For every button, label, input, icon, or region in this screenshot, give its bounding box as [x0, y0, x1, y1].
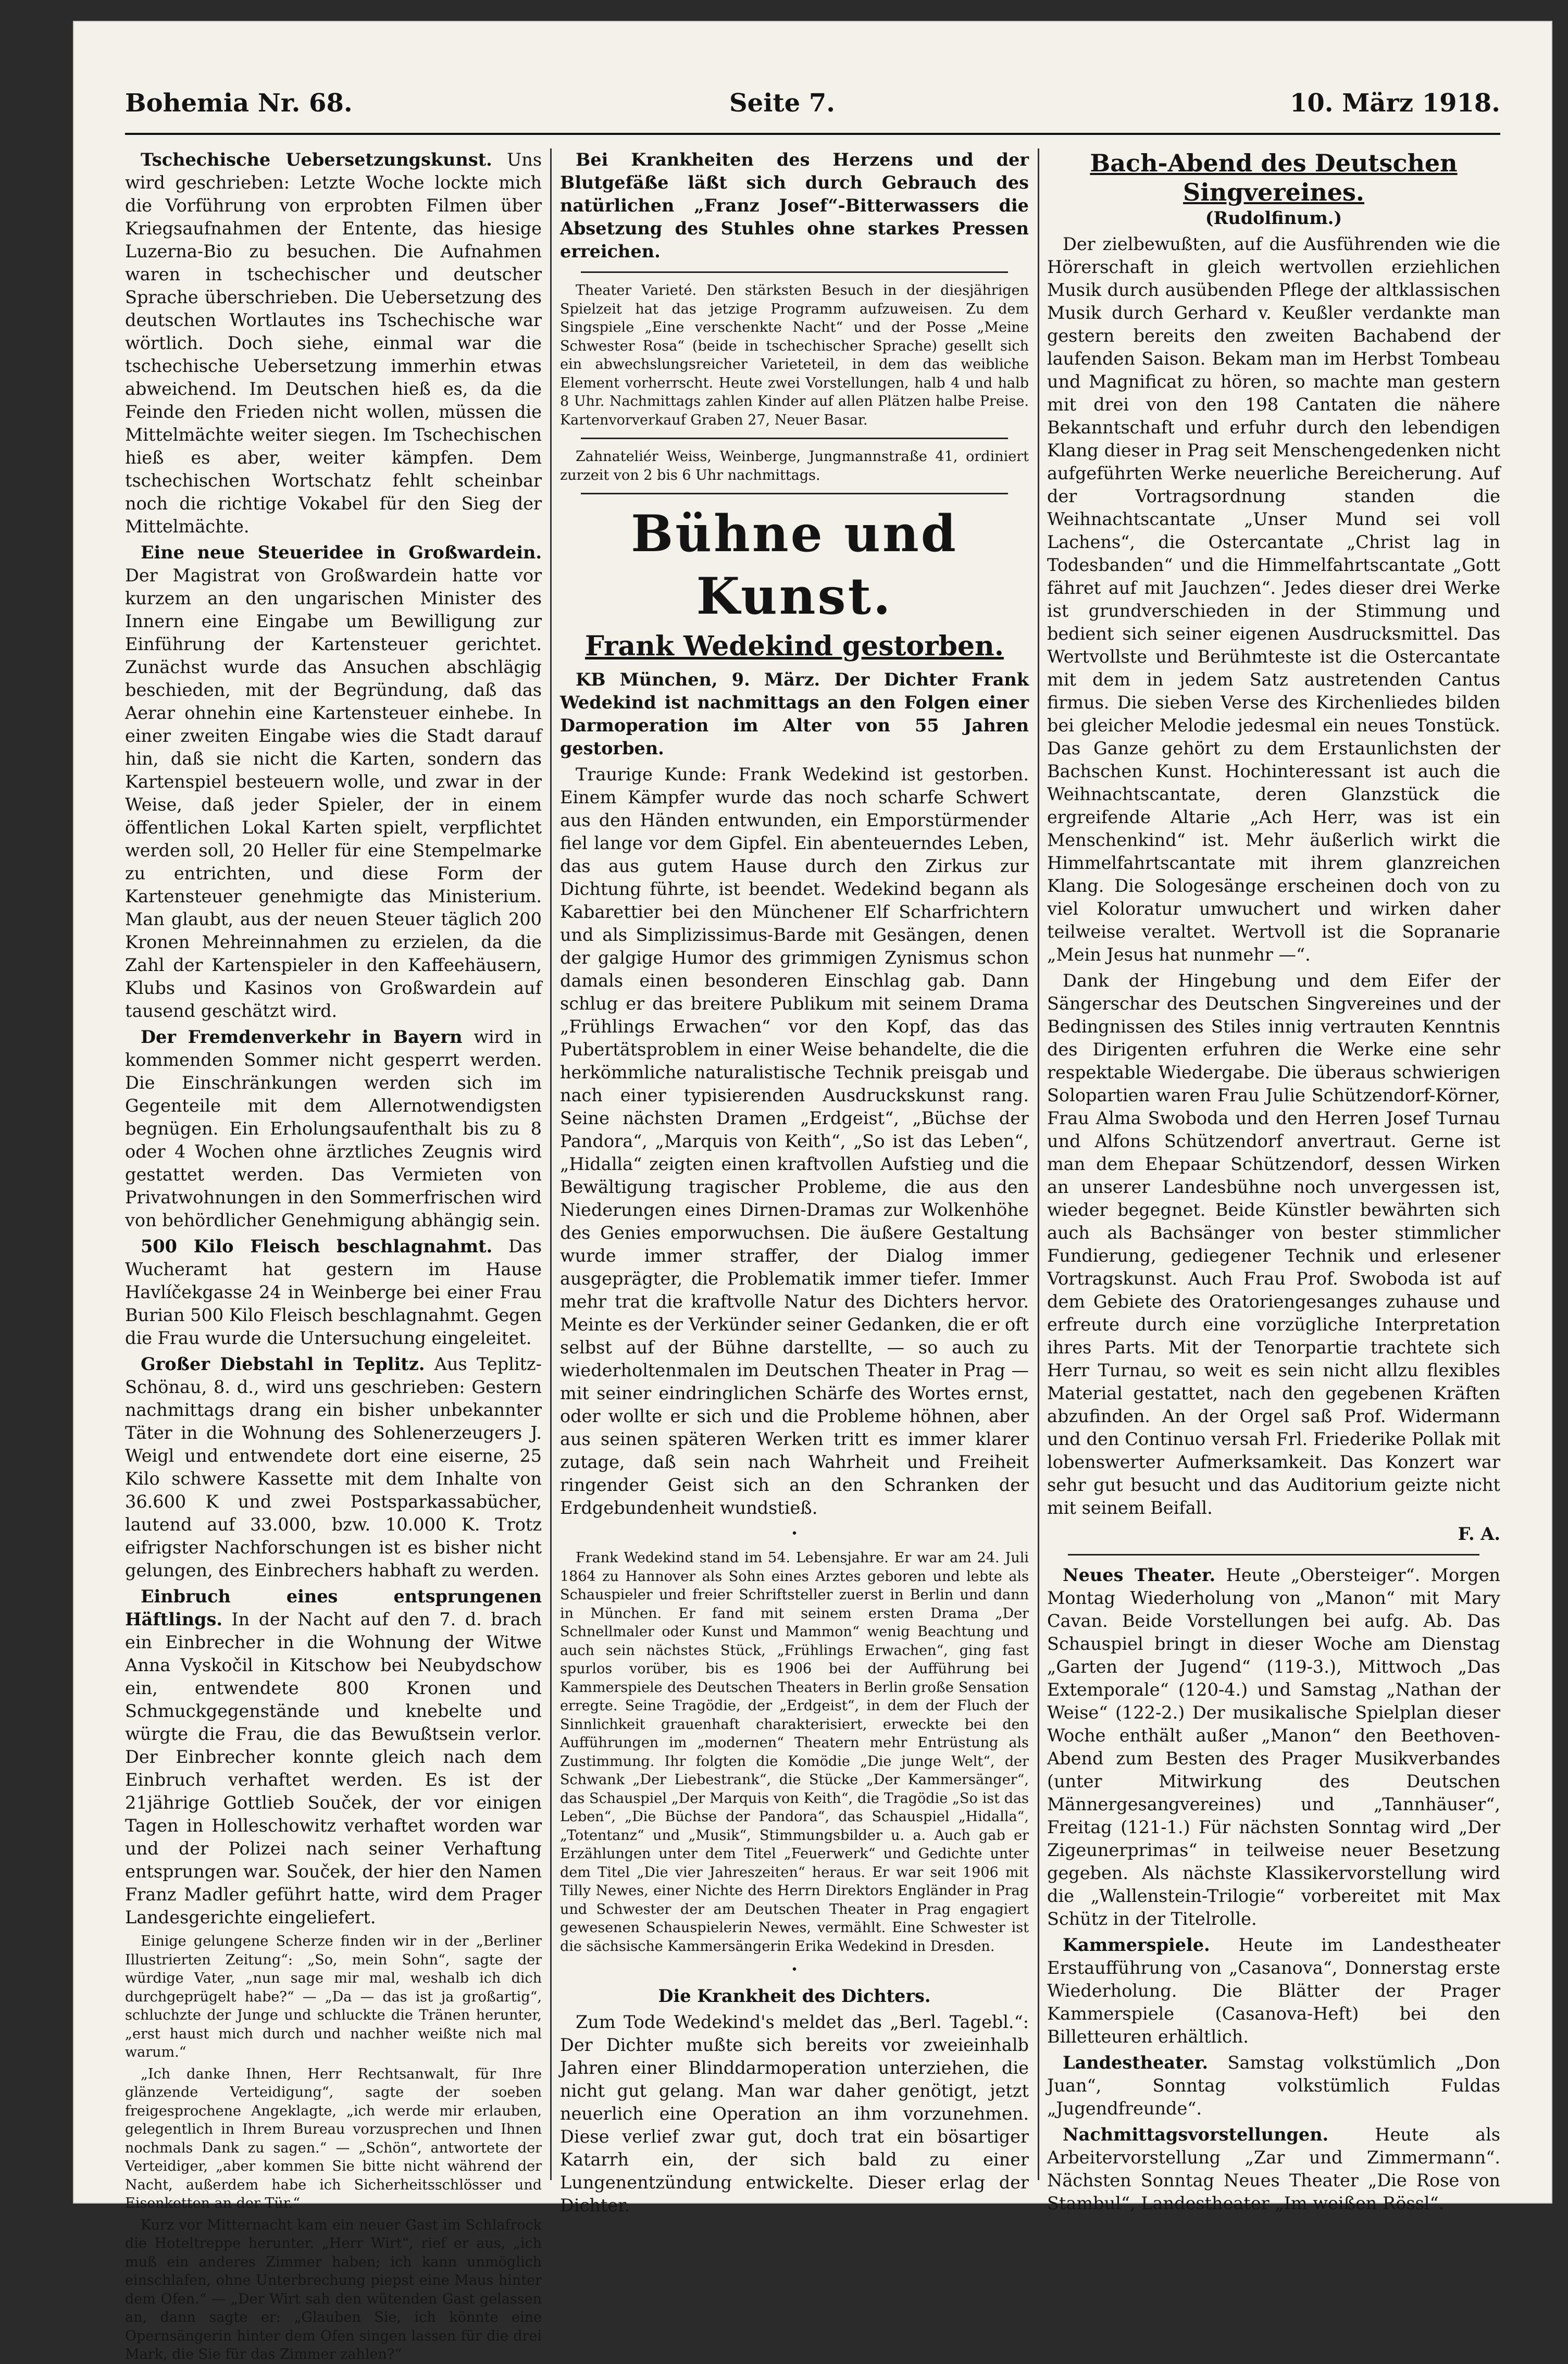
article-body: Uns wird geschrieben: Letzte Woche lockte mich die Vorführung von erprobten Filmen über Kriegsaufnahmen der Entente, das hiesige Luzerna-Bio zu besuchen. Die Aufnahmen waren in tschechischer und deutscher Sprache überschrieben. Die Uebersetzung des deutschen Wortlautes ins Tschechische war wörtlich. Doch siehe, einmal war die tschechische Uebersetzung immerhin etwas abweichend. Im Deutschen hieß es, da die Feinde den Frieden nicht wollen, müssen die Mittelmächte weiter siegen. Im Tschechischen hieß es aber, weiter kämpfen. Dem tschechischen Wortschatz fehlt scheinbar noch die richtige Vokabel für den Sieg der Mittelmächte.	[125, 150, 542, 537]
article-title: Eine neue Steueridee in Großwardein.	[141, 542, 542, 563]
header-publication: Bohemia Nr. 68.	[125, 89, 353, 118]
article	[125, 1235, 542, 1350]
article-title: 500 Kilo Fleisch beschlagnahmt.	[141, 1236, 493, 1256]
article-body: Dank der Hingebung und dem Eifer der Sängerschar des Deutschen Singvereines und der Bedingnissen des Stiles innig vertrauten Kenntnis des Dirigenten erfuhren die Werke eine sehr respektable Wiedergabe. Die überaus schwierigen Solopartien waren Frau Julie Schützendorf-Körner, Frau Alma Swoboda und den Herren Josef Turnau und Alfons Schützendorf anvertraut. Gerne ist man dem Ehepaar Schützendorf, dessen Wirken an unserer Landesbühne noch unvergessen ist, wieder begegnet. Beide Künstler bewährten sich auch als Bachsänger von bester stimmlicher Fundierung, gediegener Technik und erlesener Vortragskunst. Auch Frau Prof. Swoboda ist auf dem Gebiete des Oratoriengesanges zuhause und erfreute durch eine vorzügliche Interpretation ihres Parts. Mit der Tenorpartie trachtete sich Herr Turnau, so weit es sein nicht allzu flexibles Material gestattet, nach den gegebenen Kräften abzufinden. An der Orgel saß Prof. Widermann und den Continuo versah Frl. Friederike Pollak mit lobenswerter Aufmerksamkeit. Das Konzert war sehr gut besucht und das Auditorium geizte nicht mit seinem Beifall.	[1047, 971, 1500, 1518]
article	[125, 148, 542, 538]
article	[125, 1585, 542, 1929]
article-body: Der Magistrat von Großwardein hatte vor kurzem an den ungarischen Minister des Innern eine Eingabe um Bewilligung zur Einführung der Kartensteuer gerichtet. Zunächst wurde das Ansuchen abschlägig beschieden, mit der Begründung, daß das Aerar ohnehin eine Kartensteuer einhebe. In einer zweiten Eingabe wies die Stadt darauf hin, daß sie nicht die Karten, sondern das Kartenspiel besteuern wolle, und zwar in der Weise, daß jeder Spieler, der in einem öffentlichen Lokal Karten spielt, verpflichtet werden soll, 20 Heller für eine Stempelmarke zu entrichten, und diese Form der Kartensteuer genehmigte das Ministerium. Man glaubt, aus der neuen Steuer täglich 200 Kronen Mehreinnahmen zu erzielen, da die Zahl der Kartenspieler in den Kaffeehäusern, Klubs und Kasinos von Großwardein auf tausend geschätzt wird.	[125, 565, 542, 1021]
article-body: Traurige Kunde: Frank Wedekind ist gestorben. Einem Kämpfer wurde das noch scharfe Schwert aus den Händen entwunden, ein Emporstürmender fiel lange vor dem Gipfel. Ein abenteuerndes Leben, das aus gutem Hause durch den Zirkus zur Dichtung führte, ist beendet. Wedekind begann als Kabarettier bei den Münchener Elf Scharfrichtern und als Simplizissimus-Barde mit Gesängen, denen der galgige Humor des grimmigen Zynismus schon damals einen besonderen Einschlag gab. Dann schlug er das breitere Publikum mit seinem Drama „Frühlings Erwachen“ vor den Kopf, das das Pubertätsproblem in einer Weise behandelte, die die herkömmliche naturalistische Technik preisgab und nach einer typisierenden Ausdruckskunst rang. Seine nächsten Dramen „Erdgeist“, „Büchse der Pandora“, „Marquis von Keith“, „So ist das Leben“, „Hidalla“ zeigten einen kraftvollen Aufstieg und die Bewältigung tragischer Probleme, die aus den Niederungen eines Dirnen-Dramas zur Wolkenhöhe des Genies emporwuchsen. Die äußere Gestaltung wurde immer straffer, der Dialog immer ausgeprägter, die Problematik immer tiefer. Immer mehr trat die kraftvolle Natur des Dichters hervor. Meinte es der Verkünder seiner Gedanken, die er oft selbst auf der Bühne darstellte, — so auch zu wiederholtenmalen im Deutschen Theater in Prag — mit seiner eindringlichen Schärfe des Wortes ernst, oder wollte er sich und die Probleme höhnen, aber aus seinen späteren Werken tritt es immer klarer zutage, daß sein nach Wahrheit und Freiheit ringender Geist sich an den Schranken der Erdgebundenheit wundstieß.	[560, 764, 1029, 1518]
column-divider	[1038, 148, 1039, 2180]
notice-title: Nachmittagsvorstellungen.	[1063, 2124, 1329, 2145]
header-page-number: Seite 7.	[729, 89, 835, 118]
article-headline: Frank Wedekind gestorben.	[585, 630, 1004, 662]
advertisement: Theater Varieté. Den stärksten Besuch in der diesjährigen Spielzeit hat das jetzige Programm aufzuweisen. Zu dem Singspiele „Eine verschenkte Nacht“ und der Posse „Meine Schwester Rosa“ (beide in tschechischer Sprache) gesellt sich ein abwechslungsreicher Varieteteil, in dem das weibliche Element vorherrscht. Heute zwei Vorstellungen, halb 4 und halb 8 Uhr. Nachmittags zahlen Kinder auf allen Plätzen halbe Preise. Kartenvorverkauf Graben 27, Neuer Basar.	[560, 282, 1029, 428]
article-body: Zum Tode Wedekind's meldet das „Berl. Tagebl.“: Der Dichter mußte sich bereits vor zweieinhalb Jahren einer Blinddarmoperation unterziehen, die nicht gut gelang. Man war daher genötigt, jetzt neuerlich eine Operation an ihm vorzunehmen. Diese verlief zwar gut, doch trat ein bösartiger Katarrh ein, der sich bald zu einer Lungenentzündung entwickelte. Dieser erlag der Dichter.	[560, 2012, 1029, 2216]
notice-title: Kammerspiele.	[1063, 1935, 1210, 1955]
separator-mark: •	[791, 1963, 798, 1976]
article-subheading: (Rudolfinum.)	[1205, 208, 1342, 228]
news-dispatch: KB München, 9. März. Der Dichter Frank Wedekind ist nachmittags an den Folgen einer Darmoperation im Alter von 55 Jahren gestorben.	[560, 669, 1029, 758]
header-rule	[125, 133, 1500, 135]
article-title: Tschechische Uebersetzungskunst.	[141, 150, 492, 170]
advertisement: Bei Krankheiten des Herzens und der Blutgefäße läßt sich durch Gebrauch des natürlichen „Franz Josef“-Bitterwassers die Absetzung des Stuhles ohne starkes Pressen erreichen.	[560, 150, 1029, 262]
article-title: Einbruch eines entsprungenen Häftlings.	[125, 1586, 542, 1629]
notice-body: Heute im Landestheater Erstaufführung von „Casanova“, Donnerstag erste Wiederholung. Die Blätter der Prager Kammerspiele (Casanova-Heft) bei den Billetteuren erhältlich.	[1047, 1935, 1500, 2047]
theater-notice	[1047, 1934, 1500, 2048]
joke-item: Einige gelungene Scherze finden wir in der „Berliner Illustrierten Zeitung“: „So, mein Sohn“, sagte der würdige Vater, „nun sage mir mal, weshalb ich dich durchgeprügelt habe?“ — „Da — das ist ja großartig“, schluchzte der Junge und schluckte die Tränen herunter, „erst haust mich durch und nachher weißte nich mal warum.“	[125, 1933, 542, 2060]
divider-rule	[581, 493, 1008, 494]
divider-rule	[581, 271, 1008, 273]
article-headline: Die Krankheit des Dichters.	[658, 1986, 931, 2006]
article-title: Der Fremdenverkehr in Bayern	[141, 1027, 463, 1047]
author-signature: F. A.	[1458, 1524, 1500, 1544]
article-body: wird in kommenden Sommer nicht gesperrt werden. Die Einschränkungen werden sich im Gegenteile mit dem Allernotwendigsten begnügen. Ein Erholungsaufenthalt bis zu 8 oder 4 Wochen ohne ärztliches Zeugnis wird gestattet werden. Das Vermieten von Privatwohnungen in den Sommerfrischen wird von behördlicher Genehmigung abhängig sein.	[125, 1027, 542, 1230]
article	[125, 541, 542, 1023]
article-body: In der Nacht auf den 7. d. brach ein Einbrecher in die Wohnung der Witwe Anna Vyskočil in Kitschow bei Neubydschow ein, entwendete 800 Kronen und Schmuckgegenstände und knebelte und würgte die Frau, die das Bewußtsein verlor. Der Einbrecher konnte gleich nach dem Einbruch verhaftet werden. Es ist der 21jährige Gottlieb Souček, der vor einigen Tagen in Holleschowitz verhaftet worden war und der Polizei nach seiner Verhaftung entsprungen war. Souček, der hier den Namen Franz Madler geführt hatte, wird dem Prager Landesgerichte eingeliefert.	[125, 1609, 542, 1927]
notice-body: Heute „Obersteiger“. Morgen Montag Wiederholung von „Manon“ mit Mary Cavan. Beide Vorstellungen bei aufg. Ab. Das Schauspiel bringt in dieser Woche am Dienstag „Garten der Jugend“ (119-3.), Mittwoch „Das Extemporale“ (120-4.) und Samstag „Nathan der Weise“ (122-2.) Der musikalische Spielplan dieser Woche enthält außer „Manon“ den Beethoven-Abend zum Besten des Prager Musikverbandes (unter Mitwirkung des Deutschen Männergesangvereines) und „Tannhäuser“, Freitag (121-1.) Für nächsten Sonntag wird „Der Zigeunerprimas“ in teilweise neuer Besetzung gegeben. Als nächste Klassikervorstellung wird die „Wallenstein-Trilogie“ vorbereitet mit Max Schütz in der Titelrolle.	[1047, 1565, 1501, 1929]
column-divider	[550, 148, 552, 2180]
notice-title: Landestheater.	[1063, 2052, 1209, 2073]
column-left	[125, 148, 542, 2362]
biography: Frank Wedekind stand im 54. Lebensjahre. Er war am 24. Juli 1864 zu Hannover als Sohn eines Arztes geboren und lebte als Schauspieler und freier Schriftsteller zuerst in Berlin und dann in München. Er fand mit seinem ersten Drama „Der Schnellmaler oder Kunst und Mammon“ wenig Beachtung und auch sein nächstes Stück, „Frühlings Erwachen“, ging fast spurlos vorüber, bis es 1906 bei der Aufführung bei Kammerspiele des Deutschen Theaters in Berlin große Sensation erregte. Seine Tragödie, der „Erdgeist“, in dem der Fluch der Sinnlichkeit grauenhaft charakterisiert, erweckte bei den Aufführungen im „modernen“ Theatern mehr Entrüstung als Zustimmung. Ihr folgten die Komödie „Die junge Welt“, der Schwank „Der Liebestrank“, die Stücke „Der Kammersänger“, das Schauspiel „Der Marquis von Keith“, die Tragödie „So ist das Leben“, „Die Büchse der Pandora“, das Schauspiel „Hidalla“, „Totentanz“ und „Musik“, Stimmungsbilder u. a. Auch gab er Erzählungen unter dem Titel „Feuerwerk“ und Gedichte unter dem Titel „Die vier Jahreszeiten“ heraus. Er war seit 1906 mit Tilly Newes, einer Nichte des Herrn Direktors Engländer in Prag und Schwester der am Deutschen Theater in Prag engagiert gewesenen Schauspielerin Newes, vermählt. Eine Schwester ist die sächsische Kammersängerin Erika Wedekind in Dresden.	[560, 1550, 1029, 1955]
joke-item: Kurz vor Mitternacht kam ein neuer Gast im Schlafrock die Hoteltreppe herunter. „Herr Wirt“, rief er aus, „ich muß ein anderes Zimmer haben; ich kann unmöglich einschlafen, ohne Unterbrechung piepst eine Maus hinter dem Ofen.“ — „Der Wirt sah den wütenden Gast gelassen an, dann sagte er: „Glauben Sie, ich könnte eine Opernsängerin hinter dem Ofen singen lassen für die drei Mark, die Sie für das Zimmer zahlen?“	[125, 2217, 542, 2362]
theater-notice	[1047, 1564, 1500, 1931]
article	[125, 1026, 542, 1232]
divider-rule	[1068, 1554, 1479, 1556]
article-title: Großer Diebstahl in Teplitz.	[141, 1354, 425, 1374]
notice-body: Heute als Arbeitervorstellung „Zar und Zimmermann“. Nächsten Sonntag Neues Theater „Die Rose von Stambul“, Landestheater „Im weißen Rössl“.	[1047, 2124, 1500, 2213]
advertisement: Zahnateliér Weiss, Weinberge, Jungmannstraße 41, ordiniert zurzeit von 2 bis 6 Uhr nachmittags.	[560, 449, 1029, 483]
article-body: Der zielbewußten, auf die Ausführenden wie die Hörerschaft in gleich wertvollen erziehlichen Musik durch ausübenden Pflege der altklassischen Musik durch Gerhard v. Keußler verdankte man gestern bereits den zweiten Bachabend der laufenden Saison. Bekam man im Herbst Tombeau und Magnificat zu hören, so machte man gestern mit drei von den 198 Cantaten die nähere Bekanntschaft und erfuhr durch den lebendigen Klang dieser in Prag seit Menschengedenken nicht aufgeführten Werke neuerliche Bereicherung. Auf der Vortragsordnung standen die Weihnachtscantate „Unser Mund sei voll Lachens“, die Ostercantate „Christ lag in Todesbanden“ und die Himmelfahrtscantate „Gott fähret auf mit Jauchzen“. Jedes dieser drei Werke ist grundverschieden in der Stimmung und bedient sich seiner eigenen Ausdrucksmittel. Das Wertvollste und Berühmteste ist die Ostercantate mit dem in jedem Satz austretenden Cantus firmus. Die sieben Verse des Kirchenliedes bilden bei gleicher Melodie jedesmal ein neues Tonstück. Das Ganze gehört zu dem Erstaunlichsten der Bachschen Kunst. Hochinteressant ist auch die Weihnachtscantate, deren Glanzstück die ergreifende Altarie „Ach Herr, was ist ein Menschenkind“ ist. Mehr äußerlich wirkt die Himmelfahrtscantate mit ihrem glanzreichen Klang. Die Sologesänge erscheinen doch von zu viel Koloratur umwuchert und wirken daher teilweise veraltet. Wertvoll ist die Sopranarie „Mein Jesus hat nunmehr —“.	[1047, 234, 1500, 965]
theater-notice	[1047, 2051, 1500, 2120]
header-date: 10. März 1918.	[1289, 89, 1500, 118]
notice-body: Samstag volkstümlich „Don Juan“, Sonntag volkstümlich Fuldas „Jugendfreunde“.	[1047, 2052, 1500, 2119]
article-headline: Bach-Abend des Deutschen Singvereines.	[1090, 149, 1458, 206]
separator-mark: •	[791, 1527, 798, 1540]
notice-title: Neues Theater.	[1063, 1565, 1216, 1585]
article-body: Aus Teplitz-Schönau, 8. d., wird uns geschrieben: Gestern nachmittags drang ein bisher unbekannter Täter in die Wohnung des Sohlenerzeugers J. Weigl und entwendete dort eine eiserne, 25 Kilo schwere Kassette mit dem Inhalte von 36.600 K und zwei Postsparkassabücher, lautend auf 33.000, bzw. 10.000 K. Trotz eifrigster Nachforschungen ist es bisher nicht gelungen, des Einbrechers habhaft zu werden.	[125, 1354, 542, 1581]
newspaper-page	[73, 21, 1552, 2362]
column-middle	[560, 148, 1029, 2216]
page-header	[125, 89, 1500, 130]
column-right	[1047, 148, 1501, 2213]
article	[125, 1353, 542, 1582]
section-heading: Bühne und Kunst.	[631, 504, 958, 626]
theater-notice	[1047, 2123, 1500, 2215]
joke-item: „Ich danke Ihnen, Herr Rechtsanwalt, für Ihre glänzende Verteidigung“, sagte der soeben freigesprochene Angeklagte, „ich werde mir erlauben, gelegentlich in Ihrem Bureau vorzusprechen und Ihnen nochmals Dank zu sagen.“ — „Schön“, antwortete der Verteidiger, „aber kommen Sie bitte nicht während der Nacht, außerdem habe ich Sicherheitsschlösser und Eisenketten an der Tür.“	[125, 2066, 542, 2211]
article-body: Das Wucheramt hat gestern im Hause Havlíčekgasse 24 in Weinberge bei einer Frau Burian 500 Kilo Fleisch beschlagnahmt. Gegen die Frau wurde die Untersuchung eingeleitet.	[125, 1236, 542, 1348]
divider-rule	[581, 438, 1008, 439]
